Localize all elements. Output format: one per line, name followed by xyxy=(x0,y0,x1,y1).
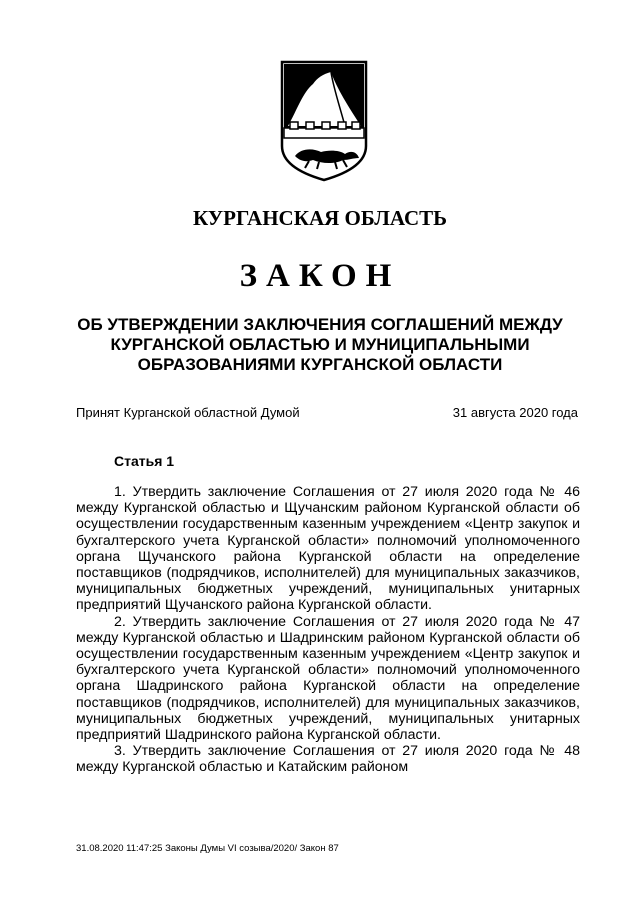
article-heading: Статья 1 xyxy=(114,453,175,469)
kurgan-coat-of-arms-emblem xyxy=(279,60,369,182)
paragraph: 3. Утвердить заключение Соглашения от 27 июля 2020 года № 48 между Курганской областью и Катайским районом xyxy=(76,743,580,776)
article-body xyxy=(76,484,580,776)
region-heading: КУРГАНСКАЯ ОБЛАСТЬ xyxy=(192,206,448,230)
paragraph: 2. Утвердить заключение Соглашения от 27 июля 2020 года № 47 между Курганской областью и Шадринским районом Курганской области об осуществлении государственным казенным учреждением «Центр закупок и бухгалтерского учета Курганской области» полномочий уполномоченного органа Шадринского района Курганской области на определение поставщиков (подрядчиков, исполнителей) для муниципальных заказчиков, муниципальных бюджетных учреждений, муниципальных унитарных предприятий Шадринского района Курганской области. xyxy=(76,613,580,744)
adopted-by: Принят Курганской областной Думой xyxy=(76,405,300,420)
paragraph: 1. Утвердить заключение Соглашения от 27 июля 2020 года № 46 между Курганской областью и Щучанским районом Курганской области об осуществлении государственным казенным учреждением «Центр закупок и бухгалтерского учета Курганской области» полномочий уполномоченного органа Щучанского района Курганской области на определение поставщиков (подрядчиков, исполнителей) для муниципальных заказчиков, муниципальных бюджетных учреждений, муниципальных унитарных предприятий Щучанского района Курганской области. xyxy=(76,484,580,614)
law-title-line: ОБРАЗОВАНИЯМИ КУРГАНСКОЙ ОБЛАСТИ xyxy=(137,355,503,374)
adopted-date: 31 августа 2020 года xyxy=(452,405,578,420)
law-heading: ЗАКОН xyxy=(239,258,401,294)
law-title xyxy=(60,315,580,375)
footer-stamp: 31.08.2020 11:47:25 Законы Думы VI созыва/2020/ Закон 87 xyxy=(76,843,339,854)
law-title-line: КУРГАНСКОЙ ОБЛАСТЬЮ И МУНИЦИПАЛЬНЫМИ xyxy=(110,335,530,354)
law-title-line: ОБ УТВЕРЖДЕНИИ ЗАКЛЮЧЕНИЯ СОГЛАШЕНИЙ МЕЖДУ xyxy=(77,315,563,334)
